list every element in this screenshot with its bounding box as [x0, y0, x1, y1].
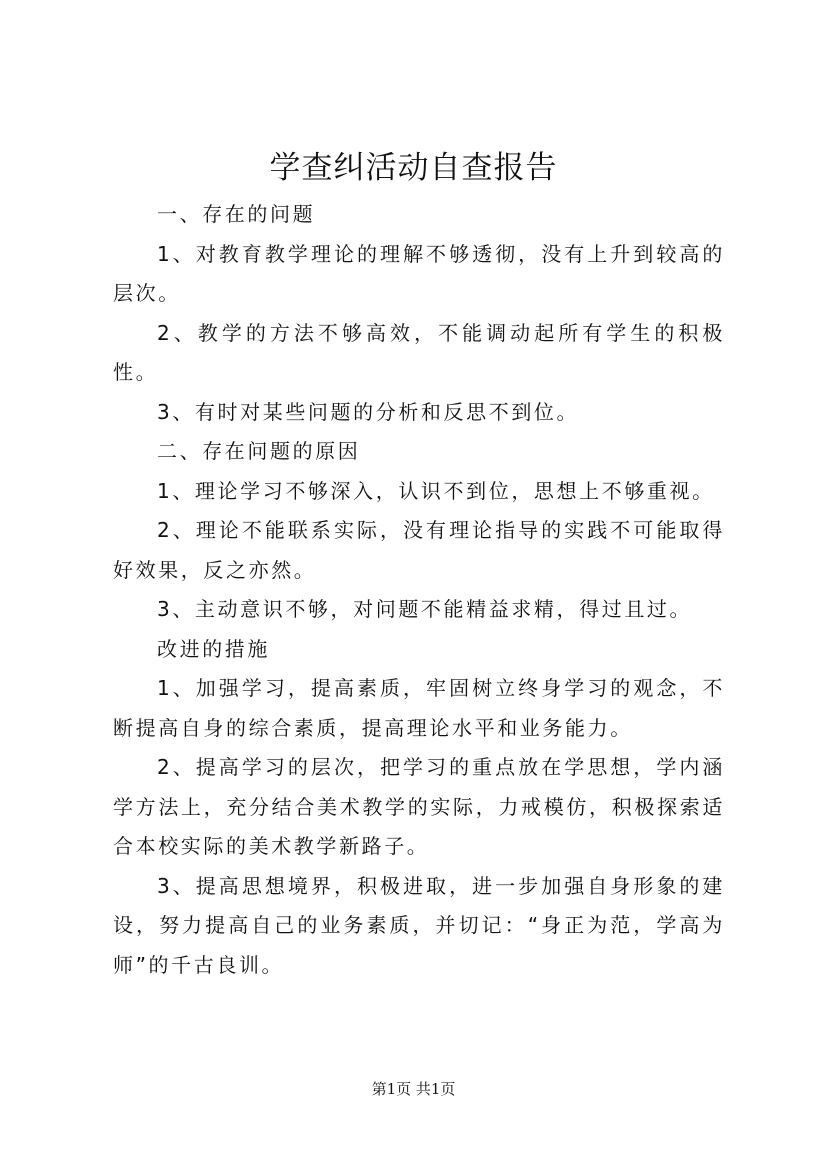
section-heading-causes: 二、存在问题的原因: [157, 439, 361, 463]
paragraph: 2、理论不能联系实际，没有理论指导的实践不可能取得好效果，反之亦然。: [113, 518, 725, 582]
paragraph: 2、教学的方法不够高效，不能调动起所有学生的积极性。: [113, 320, 725, 384]
document-body: [113, 195, 725, 985]
paragraph: 3、提高思想境界，积极进取，进一步加强自身形象的建设，努力提高自己的业务素质，并切记：“身正为范，学高为师”的千古良训。: [113, 873, 725, 977]
paragraph: 3、有时对某些问题的分析和反思不到位。: [157, 399, 580, 424]
paragraph: 1、加强学习，提高素质，牢固树立终身学习的观念，不断提高自身的综合素质，提高理论水平和业务能力。: [113, 676, 725, 740]
page-footer: 第1页 共1页: [371, 1080, 456, 1098]
paragraph: 1、对教育教学理论的理解不够透彻，没有上升到较高的层次。: [113, 241, 725, 305]
paragraph: 3、主动意识不够，对问题不能精益求精，得过且过。: [157, 597, 693, 621]
section-heading-measures: 改进的措施: [157, 636, 270, 661]
paragraph: 1、理论学习不够深入，认识不到位，思想上不够重视。: [157, 478, 715, 503]
section-heading-problems: 一、存在的问题: [157, 202, 316, 226]
paragraph: 2、提高学习的层次，把学习的重点放在学思想，学内涵学方法上，充分结合美术教学的实际，力戒模仿，积极探索适合本校实际的美术教学新路子。: [113, 755, 725, 858]
document-title: 学查纠活动自查报告: [269, 150, 558, 186]
